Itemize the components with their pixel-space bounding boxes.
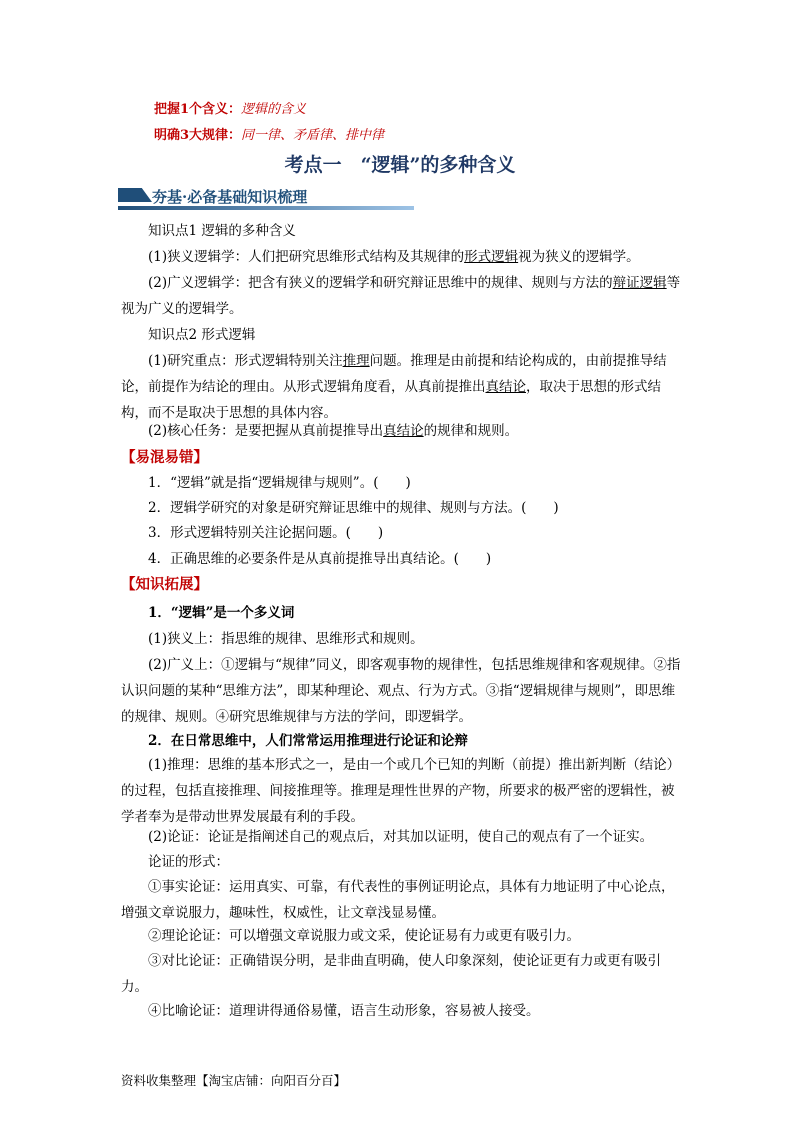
expand-s2-f4: ④比喻论证：道理讲得通俗易懂，语言生动形象，容易被人接受。: [148, 1003, 540, 1019]
kp1-item1-text-b: 视为狭义的逻辑学。: [518, 249, 640, 265]
kp2-item1-text-a: ：形式逻辑特别关注: [221, 353, 343, 369]
expand-s1-p1: (1)狭义上：指思维的规律、思维形式和规则。: [148, 631, 424, 647]
kp1-item2-text-b: 等视为广义的逻辑学。: [121, 275, 681, 317]
mistakes-heading: 【易混易错】: [121, 449, 208, 466]
page-title: 考点一 “逻辑”的多种含义: [284, 154, 516, 176]
mistake-item: 4．正确思维的必要条件是从真前提推导出真结论。( ): [148, 551, 492, 567]
kp2-item2-key: 真结论: [383, 423, 424, 439]
expand-s2-p2: (2)论证：论证是指阐述自己的观点后，对其加以证明，使自己的观点有了一个证实。: [148, 829, 654, 845]
laws-value: 同一律、矛盾律、排中律: [241, 128, 385, 143]
kp1-item2-label: (2)广义逻辑学: [148, 275, 235, 291]
expand-s1-p2: (2)广义上：①逻辑与“规律”同义，即客观事物的规律性，包括思维规律和客观规律。②指认识问题的某种“思维方法”，即某种理论、观点、行为方式。③指“逻辑规律与规则”，即思维的规律、规则。④研究思维规律与方法的学问，即逻辑学。: [121, 657, 681, 725]
laws-label: 明确3大规律：: [154, 128, 242, 143]
kp1-item1-key: 形式逻辑: [464, 249, 519, 265]
expand-s2-title: 2．在日常思维中，人们常常运用推理进行论证和论辩: [148, 733, 468, 749]
kp1-item2: [121, 270, 684, 322]
kp2-item1-key1: 推理: [342, 353, 370, 369]
expand-s1-title: 1．“逻辑”是一个多义词: [148, 605, 295, 621]
kp2-item2: [121, 418, 684, 444]
kp1-heading: 知识点1 逻辑的多种含义: [148, 223, 296, 239]
kp1-item1-label: (1)狭义逻辑学: [148, 249, 235, 265]
kp2-item1-key2: 真结论: [485, 379, 526, 395]
banner-tab-shape: [118, 188, 152, 202]
grasp-line: [154, 98, 306, 117]
section-banner: [118, 186, 414, 210]
expand-s2-f1: ①事实论证：运用真实、可靠，有代表性的事例证明论点，具体有力地证明了中心论点，增强文章说服力，趣味性，权威性，让文章浅显易懂。: [121, 879, 675, 921]
kp2-item1: [121, 348, 684, 426]
banner-text: 夯基·必备基础知识梳理: [152, 188, 308, 206]
mistake-item: 3．形式逻辑特别关注论据问题。( ): [148, 525, 384, 541]
kp1-item1: [121, 244, 684, 270]
kp2-item2-label: (2)核心任务: [148, 423, 222, 439]
page-footer: 资料收集整理【淘宝店铺：向阳百分百】: [121, 1073, 347, 1088]
expand-s2-f2: ②理论论证：可以增强文章说服力或文采，使论证易有力或更有吸引力。: [148, 928, 580, 944]
expand-s2-f3: ③对比论证：正确错误分明，是非曲直明确，使人印象深刻，使论证更有力或更有吸引力。: [121, 953, 661, 995]
kp2-item1-text-b: 问题。推理是由前提和结论构成的，由前提推导结论，前提作为结论的理由。从形式逻辑角度看，从真前提推出: [121, 353, 667, 395]
expand-s2-p1: (1)推理：思维的基本形式之一，是由一个或几个已知的判断（前提）推出新判断（结论）的过程，包括直接推理、间接推理等。推理是理性世界的产物，所要求的极严密的逻辑性，被学者奉为是带动世界发展最有利的手段。: [121, 757, 681, 825]
mistake-item: 1．“逻辑”就是指“逻辑规律与规则”。( ): [148, 475, 411, 491]
kp2-heading: 知识点2 形式逻辑: [148, 327, 256, 343]
banner-underline: [118, 206, 414, 210]
kp1-item2-key: 辩证逻辑: [612, 275, 667, 291]
kp1-item2-text-a: ：把含有狭义的逻辑学和研究辩证思维中的规律、规则与方法的: [234, 275, 613, 291]
kp2-item1-text-c: ，取决于思想的形式结构，而不是取决于思想的具体内容。: [121, 379, 661, 421]
expand-s2-forms: 论证的形式：: [148, 854, 229, 870]
expand-heading: 【知识拓展】: [121, 576, 208, 593]
kp1-item1-text-a: ：人们把研究思维形式结构及其规律的: [234, 249, 465, 265]
grasp-value: 逻辑的含义: [241, 102, 307, 117]
mistake-item: 2．逻辑学研究的对象是研究辩证思维中的规律、规则与方法。( ): [148, 500, 559, 516]
kp2-item1-label: (1)研究重点: [148, 353, 222, 369]
kp2-item2-text-b: 的规律和规则。: [423, 423, 519, 439]
grasp-label: 把握1个含义：: [154, 102, 242, 117]
kp2-item2-text-a: ：是要把握从真前提推导出: [221, 423, 384, 439]
laws-line: [154, 124, 384, 143]
